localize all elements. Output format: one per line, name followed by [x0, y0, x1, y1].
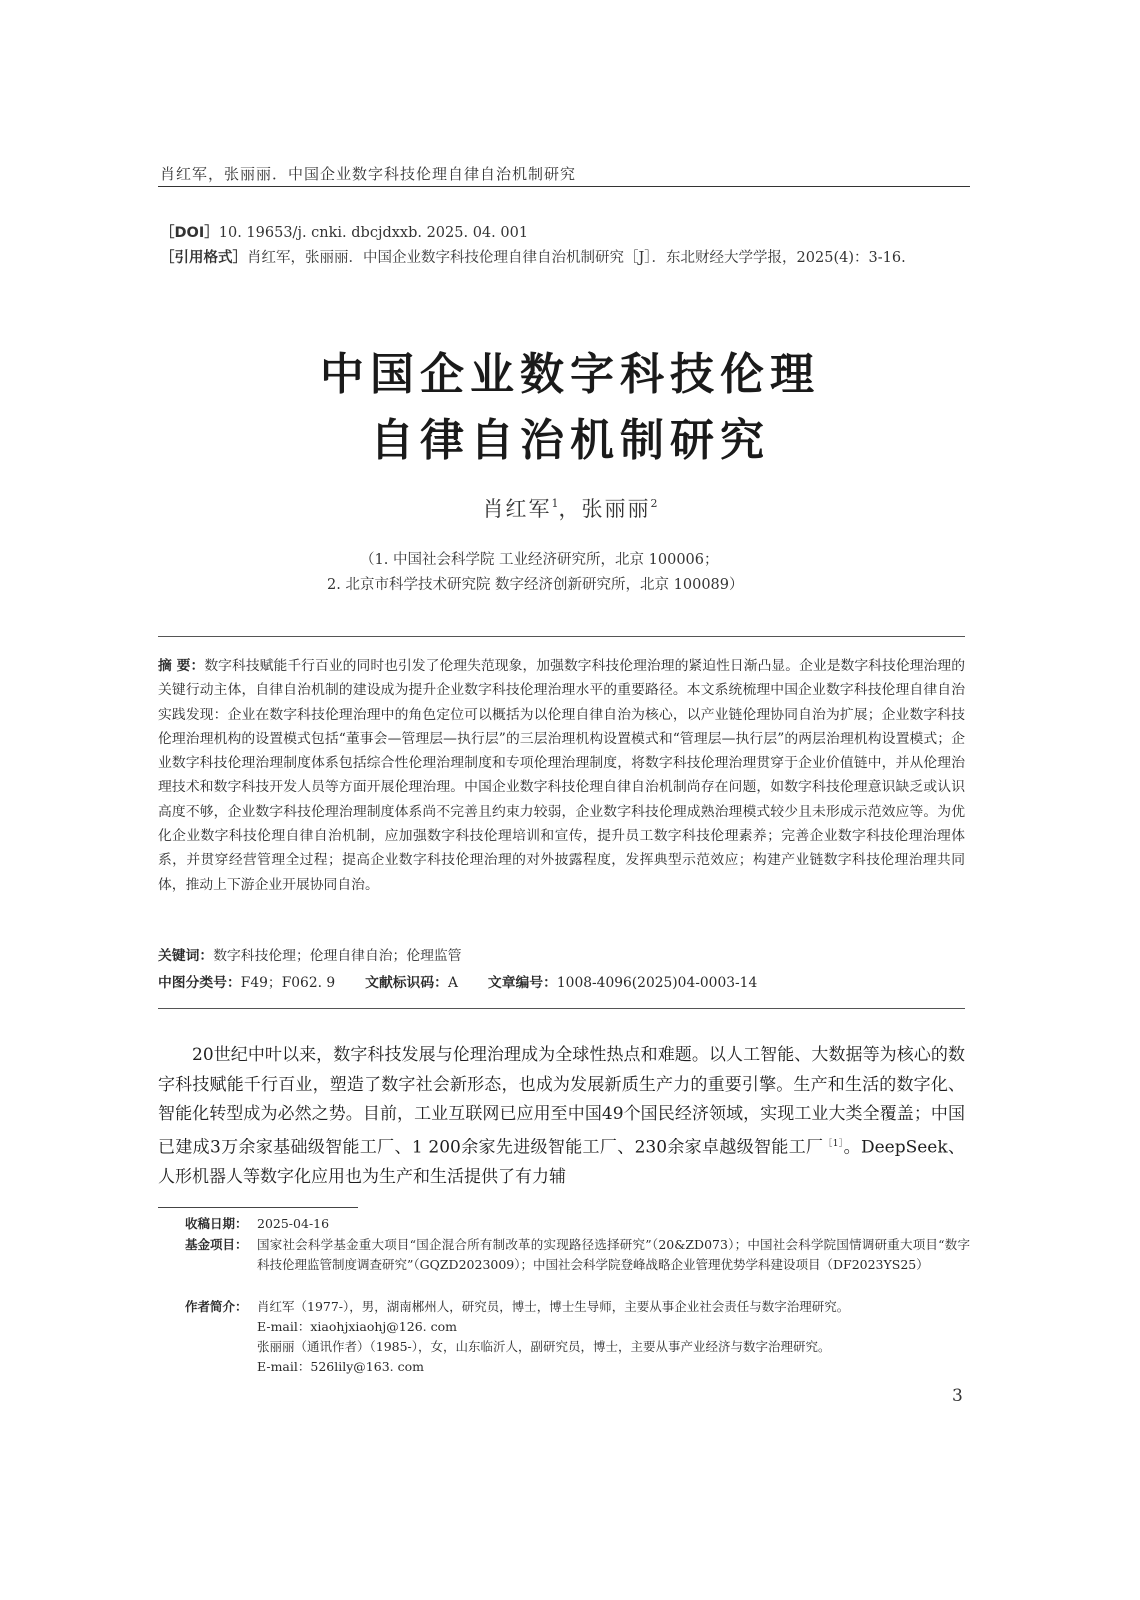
- doi-value: 10. 19653/j. cnki. dbcjdxxb. 2025. 04. 001: [218, 225, 529, 241]
- author-2: 张丽丽: [581, 497, 651, 521]
- author-info-content: [257, 1297, 970, 1377]
- citation-label: ［引用格式］: [160, 250, 247, 266]
- author-separator: ，: [558, 497, 582, 521]
- article-number-label: 文章编号：: [487, 975, 557, 991]
- header-rule: [158, 186, 970, 187]
- clc-value: F49；F062. 9: [240, 975, 336, 991]
- author-2-affiliation-mark: 2: [650, 497, 658, 510]
- abstract: [158, 654, 965, 897]
- classification-line: [158, 971, 757, 991]
- body-text-tail: 。DeepSeek、人形机器人等数字化应用也为生产和生活提供了有力辅: [158, 1137, 965, 1187]
- keywords: [158, 944, 462, 964]
- page-number: 3: [952, 1386, 963, 1406]
- doc-code-value: A: [447, 975, 458, 991]
- footnote-rule: [158, 1207, 358, 1208]
- author-info-label: 作者简介：: [185, 1299, 248, 1314]
- author-2-bio: 张丽丽（通讯作者）（1985-），女，山东临沂人，副研究员，博士，主要从事产业经济与数字治理研究。: [257, 1339, 831, 1354]
- author-info: [185, 1297, 970, 1377]
- abstract-label: 摘 要：: [158, 658, 205, 674]
- fund-label: 基金项目：: [185, 1237, 248, 1252]
- title-line-1: 中国企业数字科技伦理: [320, 349, 820, 400]
- affiliation-1: （1. 中国社会科学院 工业经济研究所，北京 100006；: [360, 552, 719, 568]
- affiliation-2: 2. 北京市科学技术研究院 数字经济创新研究所，北京 100089）: [327, 577, 744, 593]
- clc-label: 中图分类号：: [158, 975, 241, 991]
- author-1-affiliation-mark: 1: [551, 497, 559, 510]
- keywords-label: 关键词：: [158, 948, 214, 964]
- received-date: [185, 1214, 970, 1234]
- author-line: [0, 493, 1140, 523]
- doc-code-label: 文献标识码：: [365, 975, 448, 991]
- abstract-bottom-rule: [158, 1008, 965, 1009]
- abstract-text: 数字科技赋能千行百业的同时也引发了伦理失范现象，加强数字科技伦理治理的紧迫性日渐凸显。企业是数字科技伦理治理的关键行动主体，自律自治机制的建设成为提升企业数字科技伦理治理水平的重要路径。本文系统梳理中国企业数字科技伦理自律自治实践发现：企业在数字科技伦理治理中的角色定位可以概括为以伦理自律自治为核心，以产业链伦理协同自治为扩展；企业数字科技伦理治理机构的设置模式包括“董事会—管理层—执行层”的三层治理机构设置模式和“管理层—执行层”的两层治理机构设置模式；企业数字科技伦理治理制度体系包括综合性伦理治理制度和专项伦理治理制度，将数字科技伦理治理贯穿于企业价值链中，并从伦理治理技术和数字科技开发人员等方面开展伦理治理。中国企业数字科技伦理自律自治机制尚存在问题，如数字科技伦理意识缺乏或认识高度不够，企业数字科技伦理治理制度体系尚不完善且约束力较弱，企业数字科技伦理成熟治理模式较少且未形成示范效应等。为优化企业数字科技伦理自律自治机制，应加强数字科技伦理培训和宣传，提升员工数字科技伦理素养；完善企业数字科技伦理治理体系，并贯穿经营管理全过程；提高企业数字科技伦理治理的对外披露程度，发挥典型示范效应；构建产业链数字科技伦理治理共同体，推动上下游企业开展协同自治。: [158, 658, 966, 893]
- title-line-2: 自律自治机制研究: [370, 415, 770, 466]
- fund-info: [185, 1235, 970, 1275]
- author-1-email[interactable]: E-mail：xiaohjxiaohj@126. com: [257, 1319, 457, 1334]
- running-header: 肖红军，张丽丽．中国企业数字科技伦理自律自治机制研究: [160, 165, 577, 183]
- keywords-text: 数字科技伦理；伦理自律自治；伦理监管: [213, 948, 462, 964]
- author-2-email[interactable]: E-mail：526lily@163. com: [257, 1359, 424, 1374]
- reference-mark[interactable]: ［1］: [823, 1138, 844, 1149]
- article-number-value: 1008-4096(2025)04-0003-14: [556, 975, 758, 991]
- citation-line: [160, 246, 906, 267]
- doi-line: [160, 221, 528, 242]
- abstract-top-rule: [158, 636, 965, 637]
- received-label: 收稿日期：: [185, 1216, 248, 1231]
- citation-value: 肖红军，张丽丽．中国企业数字科技伦理自律自治机制研究［J］．东北财经大学学报，2025(4)：3-16.: [247, 250, 906, 266]
- received-value: 2025-04-16: [257, 1216, 330, 1231]
- body-text-main: 20世纪中叶以来，数字科技发展与伦理治理成为全球性热点和难题。以人工智能、大数据等为核心的数字科技赋能千行百业，塑造了数字社会新形态，也成为发展新质生产力的重要引擎。生产和生活的数字化、智能化转型成为必然之势。目前，工业互联网已应用至中国49个国民经济领域，实现工业大类全覆盖；中国已建成3万余家基础级智能工厂、1 200余家先进级智能工厂、230余家卓越级智能工厂: [158, 1045, 965, 1158]
- author-1: 肖红军: [482, 497, 552, 521]
- author-1-bio: 肖红军（1977-），男，湖南郴州人，研究员，博士，博士生导师，主要从事企业社会责任与数字治理研究。: [257, 1299, 850, 1314]
- doi-label: ［DOI］: [160, 225, 219, 241]
- body-paragraph: [158, 1041, 965, 1192]
- fund-value: 国家社会科学基金重大项目“国企混合所有制改革的实现路径选择研究”（20&ZD073）；中国社会科学院国情调研重大项目“数字科技伦理监管制度调查研究”（GQZD2023009）；中国社会科学院登峰战略企业管理优势学科建设项目（DF2023YS25）: [257, 1237, 970, 1272]
